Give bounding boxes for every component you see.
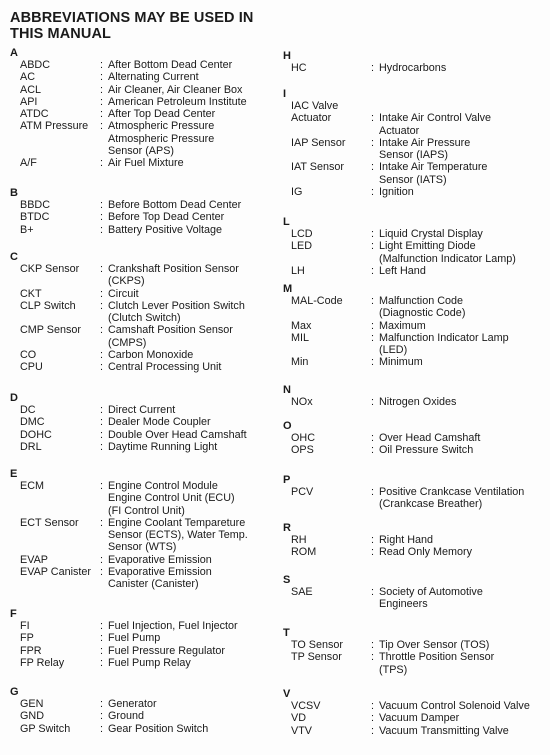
meaning: Vacuum Control Solenoid Valve <box>379 700 530 712</box>
abbreviation: RH <box>291 534 307 546</box>
meaning: Light Emitting Diode (Malfunction Indicator Lamp) <box>379 240 516 265</box>
separator-colon: : <box>100 644 103 657</box>
meaning: Maximum <box>379 319 426 332</box>
abbreviation: HC <box>291 62 307 74</box>
separator-colon: : <box>371 136 374 149</box>
separator-colon: : <box>100 553 103 566</box>
abbreviation: BBDC <box>20 199 50 211</box>
meaning: Intake Air Pressure Sensor (IAPS) <box>379 136 471 162</box>
separator-colon: : <box>371 319 374 332</box>
separator-colon: : <box>100 361 103 374</box>
abbreviation: ACL <box>20 83 42 96</box>
abbreviation: FP <box>20 632 34 645</box>
abbreviation-entry <box>10 300 280 325</box>
separator-colon: : <box>100 566 103 579</box>
meaning: Alternating Current <box>108 71 199 84</box>
abbreviation: ATDC <box>20 108 49 121</box>
separator-colon: : <box>100 287 103 300</box>
abbreviation-entry <box>10 96 280 108</box>
section-letter: D <box>10 392 18 404</box>
separator-colon: : <box>371 396 374 408</box>
abbreviation: VTV <box>291 724 312 737</box>
separator-colon: : <box>100 263 103 275</box>
abbreviation: CKP Sensor <box>20 263 80 275</box>
abbreviation-entry <box>10 211 280 223</box>
abbreviation: IAC Valve Actuator <box>291 100 339 125</box>
abbreviation: TO Sensor <box>291 639 344 651</box>
abbreviation-entry <box>10 698 280 710</box>
abbreviation: MAL-Code <box>291 295 343 307</box>
abbreviation-entry <box>10 632 280 644</box>
separator-colon: : <box>100 404 103 416</box>
meaning: Fuel Pressure Regulator <box>108 644 226 657</box>
abbreviation: LED <box>291 240 313 253</box>
section-a <box>10 47 280 170</box>
separator-colon: : <box>100 428 103 441</box>
separator-colon: : <box>371 186 374 199</box>
section-letter: L <box>283 216 290 228</box>
abbreviation-entry <box>10 349 280 361</box>
meaning: Clutch Lever Position Switch (Clutch Switch) <box>108 299 245 325</box>
abbreviation: CMP Sensor <box>20 324 82 337</box>
abbreviation-entry <box>283 486 545 511</box>
section-letter: R <box>283 522 291 534</box>
section-letter: O <box>283 420 292 432</box>
section-letter: S <box>283 574 291 586</box>
abbreviation-entry <box>10 59 280 71</box>
separator-colon: : <box>371 432 374 444</box>
abbreviation-entry <box>10 361 280 373</box>
meaning: Carbon Monoxide <box>108 349 194 362</box>
meaning: Evaporative Emission <box>108 553 212 566</box>
section-f <box>10 608 280 669</box>
abbreviation-entry <box>10 224 280 236</box>
abbreviation-entry <box>283 712 545 724</box>
abbreviation-entry <box>10 657 280 669</box>
abbreviation: ABDC <box>20 59 50 71</box>
abbreviation: LH <box>291 264 305 277</box>
section-m <box>283 283 545 369</box>
abbreviation: ECM <box>20 480 44 492</box>
section-l <box>283 216 545 277</box>
abbreviation: FI <box>20 620 30 632</box>
abbreviation: GP Switch <box>20 722 71 735</box>
abbreviation-entry <box>283 62 545 74</box>
separator-colon: : <box>371 546 374 559</box>
abbreviation: TP Sensor <box>291 651 342 664</box>
abbreviation-entry <box>283 161 545 186</box>
meaning: Before Bottom Dead Center <box>108 199 242 211</box>
abbreviation-entry <box>283 700 545 712</box>
separator-colon: : <box>371 356 374 369</box>
separator-colon: : <box>100 95 103 108</box>
abbreviation-entry <box>283 432 545 444</box>
meaning: Left Hand <box>379 264 426 277</box>
separator-colon: : <box>100 324 103 337</box>
abbreviation-entry <box>283 444 545 456</box>
abbreviation-entry <box>10 263 280 288</box>
abbreviation-entry <box>283 100 545 137</box>
meaning: After Top Dead Center <box>108 108 216 121</box>
meaning: Battery Positive Voltage <box>108 223 223 236</box>
meaning: Fuel Injection, Fuel Injector <box>108 620 238 632</box>
separator-colon: : <box>371 486 374 498</box>
abbreviation: OPS <box>291 444 314 457</box>
section-letter: I <box>283 88 287 100</box>
abbreviation: OHC <box>291 432 315 444</box>
section-n <box>283 384 545 408</box>
section-letter: M <box>283 283 293 295</box>
abbreviation-entry <box>283 651 545 676</box>
separator-colon: : <box>371 62 374 74</box>
abbreviation-entry <box>283 240 545 265</box>
meaning: Ground <box>108 710 145 723</box>
abbreviation-entry <box>10 324 280 349</box>
separator-colon: : <box>100 722 103 735</box>
abbreviation: EVAP Canister <box>20 566 92 579</box>
section-d <box>10 392 280 453</box>
separator-colon: : <box>100 710 103 723</box>
abbreviation: CPU <box>20 361 43 374</box>
separator-colon: : <box>100 299 103 312</box>
separator-colon: : <box>100 516 103 529</box>
meaning: Ignition <box>379 186 414 199</box>
meaning: Engine Coolant Tempareture Sensor (ECTS), Water Temp. Sensor (WTS) <box>108 516 248 554</box>
meaning: Atmospheric Pressure Atmospheric Pressure Sensor (APS) <box>108 120 215 158</box>
abbreviation-entry <box>283 295 545 320</box>
separator-colon: : <box>100 199 103 211</box>
separator-colon: : <box>100 157 103 170</box>
separator-colon: : <box>371 240 374 253</box>
abbreviation: CO <box>20 349 37 362</box>
abbreviation-entry <box>283 265 545 277</box>
section-g <box>10 686 280 735</box>
section-letter: P <box>283 474 291 486</box>
section-i <box>283 88 545 198</box>
abbreviation: CLP Switch <box>20 299 76 312</box>
abbreviation: DC <box>20 404 36 416</box>
separator-colon: : <box>371 228 374 240</box>
separator-colon: : <box>371 112 374 125</box>
separator-colon: : <box>100 632 103 645</box>
page-title: ABBREVIATIONS MAY BE USED IN THIS MANUAL <box>10 10 254 42</box>
abbreviation-entry <box>10 620 280 632</box>
abbreviation: NOx <box>291 396 313 408</box>
section-v <box>283 688 545 737</box>
abbreviation-entry <box>10 723 280 735</box>
abbreviation: IG <box>291 186 303 199</box>
abbreviation-entry <box>10 157 280 169</box>
separator-colon: : <box>371 295 374 307</box>
abbreviation: IAT Sensor <box>291 161 345 174</box>
abbreviation: ECT Sensor <box>20 516 79 529</box>
separator-colon: : <box>100 223 103 236</box>
section-c <box>10 251 280 374</box>
meaning: Fuel Pump Relay <box>108 656 191 669</box>
section-letter: A <box>10 47 18 59</box>
separator-colon: : <box>371 586 374 598</box>
section-letter: V <box>283 688 291 700</box>
abbreviation-entry <box>10 416 280 428</box>
meaning: Before Top Dead Center <box>108 211 225 224</box>
abbreviation-entry <box>10 710 280 722</box>
meaning: Tip Over Sensor (TOS) <box>379 639 490 651</box>
meaning: Central Processing Unit <box>108 361 222 374</box>
meaning: Malfunction Code (Diagnostic Code) <box>379 295 466 320</box>
abbreviation-entry <box>10 199 280 211</box>
separator-colon: : <box>100 480 103 492</box>
abbreviation-entry <box>10 71 280 83</box>
meaning: Vacuum Transmitting Valve <box>379 724 509 737</box>
abbreviation-entry <box>283 137 545 162</box>
meaning: Air Fuel Mixture <box>108 157 184 170</box>
separator-colon: : <box>100 620 103 632</box>
abbreviation: CKT <box>20 287 42 300</box>
separator-colon: : <box>100 211 103 224</box>
abbreviation: VD <box>291 712 306 725</box>
meaning: Engine Control Module Engine Control Unit (ECU) (FI Control Unit) <box>108 480 235 517</box>
separator-colon: : <box>100 59 103 71</box>
section-t <box>283 627 545 676</box>
separator-colon: : <box>100 349 103 362</box>
abbreviation: ROM <box>291 546 317 559</box>
meaning: Fuel Pump <box>108 632 161 645</box>
section-e <box>10 468 280 591</box>
abbreviation-entry <box>283 546 545 558</box>
abbreviation-entry <box>283 228 545 240</box>
meaning: Direct Current <box>108 404 176 416</box>
abbreviation: GEN <box>20 698 44 710</box>
abbreviation-entry <box>283 534 545 546</box>
abbreviation-entry <box>10 441 280 453</box>
abbreviation: B+ <box>20 223 34 236</box>
separator-colon: : <box>100 440 103 453</box>
meaning: Dealer Mode Coupler <box>108 416 211 429</box>
section-letter: E <box>10 468 18 480</box>
abbreviation-entry <box>10 429 280 441</box>
abbreviation-entry <box>10 288 280 300</box>
separator-colon: : <box>371 331 374 344</box>
meaning: American Petroleum Institute <box>108 95 247 108</box>
abbreviation: SAE <box>291 586 313 598</box>
abbreviation: PCV <box>291 486 314 498</box>
section-letter: C <box>10 251 18 263</box>
abbreviation: DOHC <box>20 428 52 441</box>
separator-colon: : <box>371 444 374 457</box>
separator-colon: : <box>371 534 374 546</box>
meaning: Crankshaft Position Sensor (CKPS) <box>108 263 239 288</box>
abbreviation: BTDC <box>20 211 50 224</box>
abbreviation-entry <box>10 645 280 657</box>
abbreviation-entry <box>10 517 280 554</box>
section-o <box>283 420 545 457</box>
meaning: Double Over Head Camshaft <box>108 428 247 441</box>
abbreviation-entry <box>283 586 545 611</box>
separator-colon: : <box>100 656 103 669</box>
meaning: Positive Crankcase Ventilation (Crankcase Breather) <box>379 486 525 511</box>
meaning: After Bottom Dead Center <box>108 59 233 71</box>
separator-colon: : <box>371 264 374 277</box>
abbreviation: VCSV <box>291 700 321 712</box>
meaning: Nitrogen Oxides <box>379 396 457 408</box>
abbreviation: EVAP <box>20 553 49 566</box>
meaning: Right Hand <box>379 534 434 546</box>
meaning: Oil Pressure Switch <box>379 444 474 457</box>
separator-colon: : <box>100 83 103 96</box>
abbreviation: FP Relay <box>20 656 65 669</box>
section-letter: B <box>10 187 18 199</box>
section-letter: F <box>10 608 17 620</box>
separator-colon: : <box>371 161 374 174</box>
meaning: Gear Position Switch <box>108 722 209 735</box>
abbreviation-entry <box>283 320 545 332</box>
abbreviation: AC <box>20 71 35 84</box>
abbreviation: FPR <box>20 644 42 657</box>
abbreviation: MIL <box>291 331 309 344</box>
meaning: Daytime Running Light <box>108 440 218 453</box>
separator-colon: : <box>100 698 103 710</box>
abbreviation-entry <box>283 639 545 651</box>
separator-colon: : <box>371 700 374 712</box>
abbreviation-entry <box>283 356 545 368</box>
abbreviation-entry <box>10 404 280 416</box>
separator-colon: : <box>371 639 374 651</box>
abbreviation: Max <box>291 319 312 332</box>
abbreviation: ATM Pressure <box>20 120 89 133</box>
meaning: Throttle Position Sensor (TPS) <box>379 651 495 676</box>
abbreviation: API <box>20 95 38 108</box>
meaning: Camshaft Position Sensor (CMPS) <box>108 324 233 349</box>
abbreviation-entry <box>283 332 545 357</box>
separator-colon: : <box>100 120 103 133</box>
abbreviation: DMC <box>20 416 45 429</box>
abbreviation-entry <box>283 396 545 408</box>
separator-colon: : <box>100 108 103 121</box>
section-r <box>283 522 545 559</box>
meaning: Evaporative Emission Canister (Canister) <box>108 566 212 591</box>
section-letter: H <box>283 50 291 62</box>
meaning: Hydrocarbons <box>379 62 447 74</box>
meaning: Generator <box>108 698 157 710</box>
section-b <box>10 187 280 236</box>
meaning: Air Cleaner, Air Cleaner Box <box>108 83 243 96</box>
abbreviation: Min <box>291 356 309 369</box>
abbreviation-entry <box>10 566 280 591</box>
section-p <box>283 474 545 511</box>
separator-colon: : <box>371 724 374 737</box>
section-letter: N <box>283 384 291 396</box>
meaning: Over Head Camshaft <box>379 432 481 444</box>
meaning: Intake Air Temperature Sensor (IATS) <box>379 161 488 186</box>
abbreviation-entry <box>10 480 280 517</box>
meaning: Malfunction Indicator Lamp (LED) <box>379 331 509 357</box>
abbreviation: LCD <box>291 228 313 240</box>
abbreviation-entry <box>10 120 280 157</box>
meaning: Vacuum Damper <box>379 712 460 725</box>
meaning: Circuit <box>108 287 139 300</box>
abbreviation-entry <box>10 84 280 96</box>
section-letter: G <box>10 686 19 698</box>
separator-colon: : <box>100 71 103 84</box>
separator-colon: : <box>371 651 374 664</box>
meaning: Minimum <box>379 356 423 369</box>
section-s <box>283 574 545 611</box>
abbreviation: GND <box>20 710 44 723</box>
meaning: Read Only Memory <box>379 546 473 559</box>
separator-colon: : <box>100 416 103 429</box>
abbreviation: DRL <box>20 440 42 453</box>
abbreviation: A/F <box>20 157 37 170</box>
abbreviation-entry <box>10 554 280 566</box>
section-letter: T <box>283 627 290 639</box>
abbreviation-entry <box>283 725 545 737</box>
abbreviation-entry <box>283 186 545 198</box>
meaning: Liquid Crystal Display <box>379 228 483 240</box>
abbreviation-entry <box>10 108 280 120</box>
separator-colon: : <box>371 712 374 725</box>
section-h <box>283 50 545 74</box>
abbreviation: IAP Sensor <box>291 136 346 149</box>
meaning: Society of Automotive Engineers <box>379 586 483 611</box>
meaning: Intake Air Control Valve Actuator <box>379 112 492 137</box>
